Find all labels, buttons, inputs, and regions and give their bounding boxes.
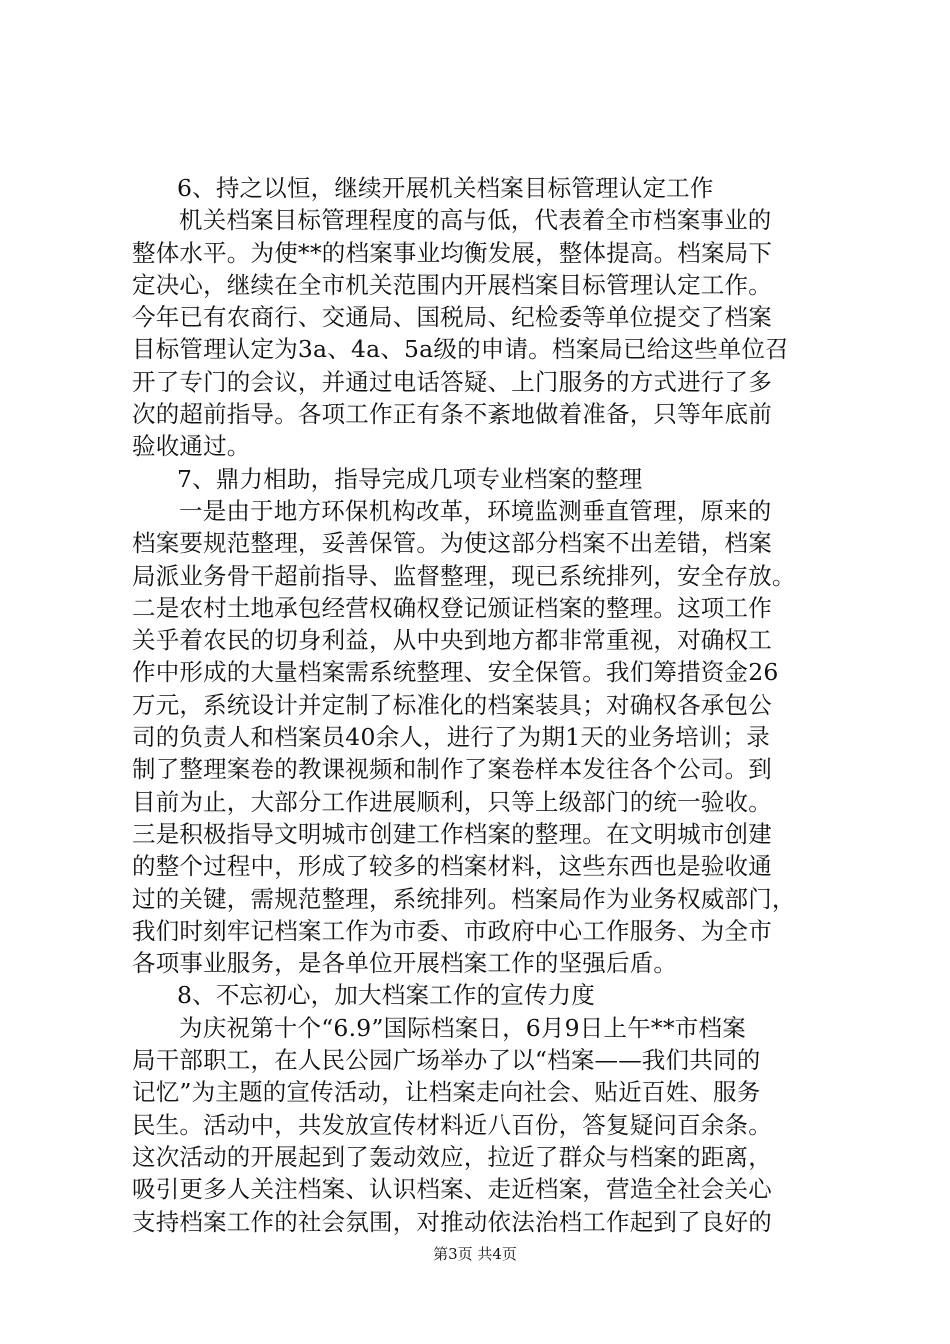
paragraph-line: 局派业务骨干超前指导、监督整理，现已系统排列，安全存放。 bbox=[132, 561, 796, 590]
paragraph-line: 制了整理案卷的教课视频和制作了案卷样本发往各个公司。到 bbox=[132, 755, 772, 784]
paragraph-line: 开了专门的会议，并通过电话答疑、上门服务的方式进行了多 bbox=[132, 367, 772, 396]
paragraph-line: 机关档案目标管理程度的高与低，代表着全市档案事业的 bbox=[179, 206, 772, 235]
paragraph-line: 整体水平。为使**的档案事业均衡发展，整体提高。档案局下 bbox=[132, 238, 773, 267]
paragraph-line: 档案要规范整理，妥善保管。为使这部分档案不出差错，档案 bbox=[132, 529, 772, 558]
section-heading-6: 6、持之以恒，继续开展机关档案目标管理认定工作 bbox=[177, 174, 714, 202]
document-body bbox=[132, 172, 832, 1238]
paragraph-line: 记忆”为主题的宣传活动，让档案走向社会、贴近百姓、服务 bbox=[132, 1078, 761, 1107]
paragraph-line: 过的关键，需规范整理，系统排列。档案局作为业务权威部门， bbox=[132, 884, 796, 913]
paragraph-line: 司的负责人和档案员40余人，进行了为期1天的业务培训；录 bbox=[132, 723, 770, 752]
section-heading-7: 7、鼎力相助，指导完成几项专业档案的整理 bbox=[177, 464, 643, 493]
paragraph-line: 关乎着农民的切身利益，从中央到地方都非常重视，对确权工 bbox=[132, 626, 772, 655]
page-number-footer: 第3页 共4页 bbox=[433, 1245, 517, 1263]
paragraph-line: 次的超前指导。各项工作正有条不紊地做着准备，只等年底前 bbox=[132, 400, 772, 429]
paragraph-line: 目前为止，大部分工作进展顺利，只等上级部门的统一验收。 bbox=[132, 787, 772, 816]
paragraph-line: 我们时刻牢记档案工作为市委、市政府中心工作服务、为全市 bbox=[132, 916, 772, 945]
paragraph-line: 二是农村土地承包经营权确权登记颁证档案的整理。这项工作 bbox=[132, 593, 772, 622]
paragraph-line: 的整个过程中，形成了较多的档案材料，这些东西也是验收通 bbox=[132, 852, 772, 881]
paragraph-line: 支持档案工作的社会氛围，对推动依法治档工作起到了良好的 bbox=[132, 1207, 772, 1236]
paragraph-line: 定决心，继续在全市机关范围内开展档案目标管理认定工作。 bbox=[132, 270, 772, 299]
paragraph-line: 验收通过。 bbox=[132, 432, 251, 461]
section-heading-8: 8、不忘初心，加大档案工作的宣传力度 bbox=[177, 981, 596, 1010]
paragraph-line: 这次活动的开展起到了轰动效应，拉近了群众与档案的距离， bbox=[132, 1142, 772, 1171]
paragraph-line: 作中形成的大量档案需系统整理、安全保管。我们筹措资金26 bbox=[132, 658, 779, 687]
paragraph-line: 各项事业服务，是各单位开展档案工作的坚强后盾。 bbox=[132, 949, 678, 978]
paragraph-line: 民生。活动中，共发放宣传材料近八百份，答复疑问百余条。 bbox=[132, 1110, 772, 1139]
paragraph-line: 为庆祝第十个“6.9”国际档案日，6月9日上午**市档案 bbox=[179, 1013, 746, 1042]
paragraph-line: 一是由于地方环保机构改革，环境监测垂直管理，原来的 bbox=[179, 496, 772, 525]
paragraph-line: 万元，系统设计并定制了标准化的档案装具；对确权各承包公 bbox=[132, 690, 772, 719]
paragraph-line: 局干部职工，在人民公园广场举办了以“档案——我们共同的 bbox=[132, 1046, 761, 1075]
paragraph-line: 目标管理认定为3a、4a、5a级的申请。档案局已给这些单位召 bbox=[132, 335, 789, 364]
paragraph-line: 今年已有农商行、交通局、国税局、纪检委等单位提交了档案 bbox=[132, 303, 772, 332]
paragraph-line: 三是积极指导文明城市创建工作档案的整理。在文明城市创建 bbox=[132, 819, 772, 848]
paragraph-line: 吸引更多人关注档案、认识档案、走近档案，营造全社会关心 bbox=[132, 1175, 772, 1204]
